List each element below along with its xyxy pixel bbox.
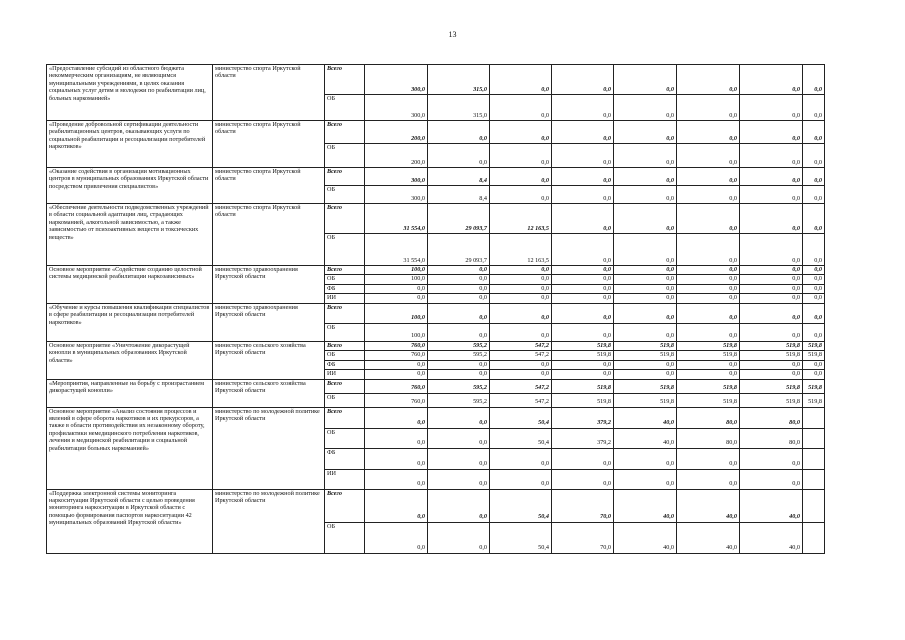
amount-cell: 315,0 <box>428 65 490 95</box>
amount-cell: 0,0 <box>803 294 825 303</box>
amount-cell: 0,0 <box>428 489 490 522</box>
amount-cell: 300,0 <box>365 186 428 204</box>
amount-cell: 0,0 <box>490 144 552 168</box>
amount-cell: 0,0 <box>803 284 825 293</box>
activity-name: Основное мероприятие «Содействие созданию целостной системы медицинской реабилитации наркозависимых» <box>47 266 213 304</box>
amount-cell: 0,0 <box>428 144 490 168</box>
amount-cell: 519,8 <box>552 393 614 407</box>
amount-cell: 0,0 <box>490 65 552 95</box>
amount-cell: 0,0 <box>803 266 825 275</box>
amount-cell: 519,8 <box>677 341 740 350</box>
funding-source: ОБ <box>325 186 365 204</box>
amount-cell: 40,0 <box>614 428 677 448</box>
amount-cell: 31 554,0 <box>365 234 428 266</box>
amount-cell: 0,0 <box>740 168 803 186</box>
amount-cell: 519,8 <box>803 351 825 360</box>
responsible-executor: министерство по молодежной политике Иркутской области <box>213 489 325 553</box>
amount-cell: 0,0 <box>365 407 428 428</box>
amount-cell: 0,0 <box>677 234 740 266</box>
amount-cell: 547,2 <box>490 379 552 393</box>
table-row <box>47 65 825 95</box>
amount-cell: 0,0 <box>740 266 803 275</box>
activity-name: «Оказание содействия в организации мотивационных центров в муниципальных образованиях Иркутской области посредством привлечения специалистов» <box>47 168 213 204</box>
amount-cell: 29 093,7 <box>428 204 490 234</box>
amount-cell: 0,0 <box>677 370 740 379</box>
activity-name: «Обучение и курсы повышения квалификации специалистов в сфере реабилитации и ресоциализации потребителей наркотиков» <box>47 303 213 341</box>
amount-cell: 0,0 <box>490 360 552 369</box>
amount-cell <box>803 522 825 553</box>
responsible-executor: министерство спорта Иркутской области <box>213 65 325 121</box>
amount-cell: 0,0 <box>365 469 428 489</box>
activity-name: «Поддержка электронной системы мониторинга наркоситуации Иркутской области с целью проведения мониторинга наркоситуации в Иркутской области с помощью формирования паспортов наркоситуации 42 муниципальных образований Иркутской области» <box>47 489 213 553</box>
amount-cell: 0,0 <box>803 65 825 95</box>
amount-cell: 29 093,7 <box>428 234 490 266</box>
amount-cell: 0,0 <box>490 284 552 293</box>
amount-cell: 100,0 <box>365 323 428 341</box>
amount-cell: 595,2 <box>428 393 490 407</box>
amount-cell: 80,0 <box>677 428 740 448</box>
amount-cell: 519,8 <box>740 393 803 407</box>
amount-cell: 519,8 <box>552 351 614 360</box>
amount-cell: 80,0 <box>677 407 740 428</box>
amount-cell: 0,0 <box>740 95 803 121</box>
amount-cell: 31 554,0 <box>365 204 428 234</box>
amount-cell: 0,0 <box>490 266 552 275</box>
amount-cell: 760,0 <box>365 341 428 350</box>
amount-cell: 0,0 <box>552 204 614 234</box>
amount-cell: 0,0 <box>614 303 677 323</box>
amount-cell: 547,2 <box>490 393 552 407</box>
amount-cell: 0,0 <box>614 121 677 144</box>
amount-cell: 0,0 <box>552 144 614 168</box>
amount-cell: 0,0 <box>677 65 740 95</box>
amount-cell: 595,2 <box>428 351 490 360</box>
amount-cell: 0,0 <box>365 489 428 522</box>
funding-source: ОБ <box>325 323 365 341</box>
table-row <box>47 341 825 350</box>
funding-source: Всего <box>325 65 365 95</box>
amount-cell: 0,0 <box>552 168 614 186</box>
amount-cell: 519,8 <box>740 351 803 360</box>
amount-cell: 0,0 <box>614 275 677 284</box>
amount-cell: 519,8 <box>677 351 740 360</box>
funding-source: Всего <box>325 204 365 234</box>
funding-source: ОБ <box>325 351 365 360</box>
responsible-executor: министерство здравоохранения Иркутской области <box>213 303 325 341</box>
amount-cell: 0,0 <box>365 284 428 293</box>
amount-cell: 0,0 <box>677 95 740 121</box>
amount-cell: 0,0 <box>677 275 740 284</box>
funding-source: ОБ <box>325 95 365 121</box>
amount-cell: 0,0 <box>803 121 825 144</box>
amount-cell: 0,0 <box>428 303 490 323</box>
funding-source: ИИ <box>325 469 365 489</box>
amount-cell: 595,2 <box>428 379 490 393</box>
amount-cell: 200,0 <box>365 144 428 168</box>
amount-cell: 0,0 <box>614 65 677 95</box>
amount-cell: 0,0 <box>365 294 428 303</box>
table-row <box>47 379 825 393</box>
amount-cell: 0,0 <box>740 186 803 204</box>
amount-cell: 519,8 <box>740 341 803 350</box>
amount-cell: 12 163,5 <box>490 204 552 234</box>
responsible-executor: министерство спорта Иркутской области <box>213 121 325 168</box>
amount-cell: 0,0 <box>677 294 740 303</box>
funding-source: Всего <box>325 379 365 393</box>
amount-cell: 0,0 <box>365 370 428 379</box>
budget-table <box>46 64 825 554</box>
activity-name: Основное мероприятие «Анализ состояния процессов и явлений в сфере оборота наркотиков и их прекурсоров, а также в области противодействия их незаконному обороту, профилактики немедицинского потребления наркотиков, лечения и медицинской реабилитации и социальной реабилитации больных наркоманией» <box>47 407 213 489</box>
amount-cell: 0,0 <box>803 204 825 234</box>
amount-cell: 40,0 <box>740 522 803 553</box>
funding-source: Всего <box>325 168 365 186</box>
amount-cell: 0,0 <box>490 303 552 323</box>
table-row <box>47 407 825 428</box>
responsible-executor: министерство здравоохранения Иркутской области <box>213 266 325 304</box>
amount-cell: 50,4 <box>490 407 552 428</box>
funding-source: ФБ <box>325 284 365 293</box>
amount-cell: 0,0 <box>803 95 825 121</box>
amount-cell: 0,0 <box>428 121 490 144</box>
amount-cell: 0,0 <box>552 121 614 144</box>
amount-cell: 0,0 <box>490 275 552 284</box>
funding-source: Всего <box>325 489 365 522</box>
amount-cell: 0,0 <box>614 370 677 379</box>
amount-cell: 80,0 <box>740 407 803 428</box>
amount-cell: 519,8 <box>552 341 614 350</box>
amount-cell: 0,0 <box>740 121 803 144</box>
amount-cell: 0,0 <box>428 407 490 428</box>
amount-cell: 0,0 <box>803 323 825 341</box>
funding-source: ОБ <box>325 428 365 448</box>
funding-source: ОБ <box>325 275 365 284</box>
table-row <box>47 204 825 234</box>
funding-source: ОБ <box>325 522 365 553</box>
amount-cell: 760,0 <box>365 379 428 393</box>
amount-cell: 100,0 <box>365 266 428 275</box>
amount-cell: 0,0 <box>740 370 803 379</box>
amount-cell: 0,0 <box>428 266 490 275</box>
activity-name: «Проведение добровольной сертификации деятельности реабилитационных центров, оказывающих услуги по социальной реабилитации и ресоциализации потребителей наркотиков» <box>47 121 213 168</box>
amount-cell: 0,0 <box>614 360 677 369</box>
amount-cell: 0,0 <box>614 186 677 204</box>
amount-cell: 547,2 <box>490 351 552 360</box>
amount-cell: 0,0 <box>740 234 803 266</box>
amount-cell: 0,0 <box>428 323 490 341</box>
amount-cell: 0,0 <box>552 275 614 284</box>
amount-cell <box>803 489 825 522</box>
table-row <box>47 121 825 144</box>
amount-cell: 0,0 <box>677 303 740 323</box>
activity-name: «Мероприятия, направленные на борьбу с произрастанием дикорастущей конопли» <box>47 379 213 407</box>
table-row <box>47 168 825 186</box>
amount-cell: 100,0 <box>365 275 428 284</box>
amount-cell: 0,0 <box>677 144 740 168</box>
responsible-executor: министерство сельского хозяйства Иркутской области <box>213 379 325 407</box>
amount-cell <box>803 469 825 489</box>
amount-cell: 0,0 <box>740 275 803 284</box>
amount-cell: 0,0 <box>803 360 825 369</box>
amount-cell: 0,0 <box>552 234 614 266</box>
amount-cell: 0,0 <box>490 469 552 489</box>
amount-cell: 70,0 <box>552 489 614 522</box>
amount-cell: 100,0 <box>365 303 428 323</box>
amount-cell: 0,0 <box>428 275 490 284</box>
funding-source: Всего <box>325 341 365 350</box>
amount-cell: 0,0 <box>552 294 614 303</box>
amount-cell: 519,8 <box>803 393 825 407</box>
amount-cell: 0,0 <box>740 294 803 303</box>
amount-cell: 0,0 <box>552 469 614 489</box>
amount-cell: 0,0 <box>740 144 803 168</box>
amount-cell: 379,2 <box>552 428 614 448</box>
amount-cell: 0,0 <box>552 266 614 275</box>
activity-name: Основное мероприятие «Уничтожение дикорастущей конопли в муниципальных образованиях Иркутской области» <box>47 341 213 379</box>
amount-cell: 0,0 <box>614 294 677 303</box>
amount-cell: 0,0 <box>677 323 740 341</box>
amount-cell: 0,0 <box>740 284 803 293</box>
amount-cell: 0,0 <box>803 370 825 379</box>
amount-cell: 50,4 <box>490 428 552 448</box>
funding-source: Всего <box>325 121 365 144</box>
amount-cell: 0,0 <box>677 121 740 144</box>
funding-source: ИИ <box>325 370 365 379</box>
amount-cell: 0,0 <box>803 144 825 168</box>
amount-cell <box>803 407 825 428</box>
amount-cell: 0,0 <box>614 448 677 469</box>
amount-cell: 0,0 <box>614 95 677 121</box>
amount-cell: 0,0 <box>614 168 677 186</box>
amount-cell: 0,0 <box>614 323 677 341</box>
amount-cell: 0,0 <box>740 323 803 341</box>
amount-cell: 0,0 <box>428 360 490 369</box>
amount-cell: 40,0 <box>614 489 677 522</box>
amount-cell: 8,4 <box>428 168 490 186</box>
amount-cell: 595,2 <box>428 341 490 350</box>
amount-cell: 0,0 <box>490 323 552 341</box>
amount-cell: 0,0 <box>490 448 552 469</box>
amount-cell: 40,0 <box>614 522 677 553</box>
amount-cell: 0,0 <box>803 186 825 204</box>
amount-cell: 0,0 <box>740 65 803 95</box>
amount-cell: 0,0 <box>365 360 428 369</box>
amount-cell: 0,0 <box>552 303 614 323</box>
funding-source: ОБ <box>325 144 365 168</box>
funding-source: ФБ <box>325 360 365 369</box>
amount-cell: 40,0 <box>614 407 677 428</box>
amount-cell: 200,0 <box>365 121 428 144</box>
amount-cell: 0,0 <box>614 469 677 489</box>
amount-cell: 760,0 <box>365 393 428 407</box>
amount-cell: 0,0 <box>428 469 490 489</box>
amount-cell: 0,0 <box>552 323 614 341</box>
funding-source: ОБ <box>325 393 365 407</box>
responsible-executor: министерство сельского хозяйства Иркутской области <box>213 341 325 379</box>
amount-cell: 0,0 <box>740 204 803 234</box>
funding-source: Всего <box>325 303 365 323</box>
amount-cell: 519,8 <box>614 393 677 407</box>
amount-cell: 0,0 <box>365 448 428 469</box>
amount-cell: 0,0 <box>614 204 677 234</box>
amount-cell: 0,0 <box>677 186 740 204</box>
amount-cell: 0,0 <box>677 266 740 275</box>
amount-cell: 0,0 <box>428 448 490 469</box>
amount-cell: 0,0 <box>490 370 552 379</box>
amount-cell: 0,0 <box>365 522 428 553</box>
amount-cell: 519,8 <box>677 393 740 407</box>
amount-cell: 379,2 <box>552 407 614 428</box>
amount-cell: 0,0 <box>677 284 740 293</box>
amount-cell: 0,0 <box>552 448 614 469</box>
responsible-executor: министерство спорта Иркутской области <box>213 204 325 266</box>
amount-cell: 8,4 <box>428 186 490 204</box>
amount-cell <box>803 428 825 448</box>
amount-cell: 0,0 <box>614 284 677 293</box>
amount-cell: 80,0 <box>740 428 803 448</box>
amount-cell: 0,0 <box>803 303 825 323</box>
amount-cell: 0,0 <box>614 234 677 266</box>
funding-source: ИИ <box>325 294 365 303</box>
amount-cell: 760,0 <box>365 351 428 360</box>
amount-cell: 0,0 <box>552 65 614 95</box>
amount-cell: 519,8 <box>677 379 740 393</box>
amount-cell: 0,0 <box>677 360 740 369</box>
amount-cell: 519,8 <box>614 379 677 393</box>
funding-source: ФБ <box>325 448 365 469</box>
amount-cell: 0,0 <box>428 370 490 379</box>
amount-cell: 70,0 <box>552 522 614 553</box>
activity-name: «Обеспечение деятельности подведомственных учреждений в области социальной адаптации лиц, страдающих наркоманией, алкогольной зависимостью, а также зависимостью от психоактивных веществ и токсических веществ» <box>47 204 213 266</box>
page-number: 13 <box>448 30 457 39</box>
funding-source: Всего <box>325 266 365 275</box>
amount-cell <box>803 448 825 469</box>
amount-cell: 0,0 <box>740 448 803 469</box>
table-row <box>47 303 825 323</box>
amount-cell: 0,0 <box>490 294 552 303</box>
amount-cell: 0,0 <box>490 168 552 186</box>
amount-cell: 315,0 <box>428 95 490 121</box>
amount-cell: 0,0 <box>803 168 825 186</box>
amount-cell: 547,2 <box>490 341 552 350</box>
amount-cell: 40,0 <box>677 522 740 553</box>
amount-cell: 12 163,5 <box>490 234 552 266</box>
amount-cell: 519,8 <box>614 351 677 360</box>
amount-cell: 0,0 <box>803 234 825 266</box>
amount-cell: 0,0 <box>677 469 740 489</box>
amount-cell: 0,0 <box>428 284 490 293</box>
amount-cell: 50,4 <box>490 522 552 553</box>
funding-source: ОБ <box>325 234 365 266</box>
amount-cell: 0,0 <box>490 121 552 144</box>
funding-source: Всего <box>325 407 365 428</box>
amount-cell: 519,8 <box>552 379 614 393</box>
amount-cell: 300,0 <box>365 65 428 95</box>
table-row <box>47 489 825 522</box>
amount-cell: 300,0 <box>365 95 428 121</box>
amount-cell: 0,0 <box>428 522 490 553</box>
amount-cell: 0,0 <box>677 204 740 234</box>
amount-cell: 0,0 <box>740 469 803 489</box>
amount-cell: 50,4 <box>490 489 552 522</box>
amount-cell: 40,0 <box>677 489 740 522</box>
amount-cell: 0,0 <box>428 428 490 448</box>
amount-cell: 0,0 <box>740 360 803 369</box>
amount-cell: 519,8 <box>803 341 825 350</box>
table-row <box>47 266 825 275</box>
amount-cell: 0,0 <box>552 370 614 379</box>
responsible-executor: министерство по молодежной политике Иркутской области <box>213 407 325 489</box>
amount-cell: 0,0 <box>490 186 552 204</box>
amount-cell: 0,0 <box>552 284 614 293</box>
amount-cell: 0,0 <box>552 360 614 369</box>
amount-cell: 519,8 <box>740 379 803 393</box>
amount-cell: 300,0 <box>365 168 428 186</box>
amount-cell: 519,8 <box>803 379 825 393</box>
activity-name: «Предоставление субсидий из областного бюджета некоммерческим организациям, не являющимся муниципальными учреждениями, в целях оказания социальных услуг детям и молодежи по реабилитации лиц, больных наркоманией» <box>47 65 213 121</box>
amount-cell: 519,8 <box>614 341 677 350</box>
amount-cell: 0,0 <box>677 448 740 469</box>
amount-cell: 0,0 <box>803 275 825 284</box>
amount-cell: 0,0 <box>614 266 677 275</box>
amount-cell: 0,0 <box>428 294 490 303</box>
amount-cell: 0,0 <box>552 186 614 204</box>
amount-cell: 0,0 <box>365 428 428 448</box>
amount-cell: 0,0 <box>677 168 740 186</box>
amount-cell: 40,0 <box>740 489 803 522</box>
amount-cell: 0,0 <box>490 95 552 121</box>
amount-cell: 0,0 <box>552 95 614 121</box>
amount-cell: 0,0 <box>740 303 803 323</box>
responsible-executor: министерство спорта Иркутской области <box>213 168 325 204</box>
amount-cell: 0,0 <box>614 144 677 168</box>
